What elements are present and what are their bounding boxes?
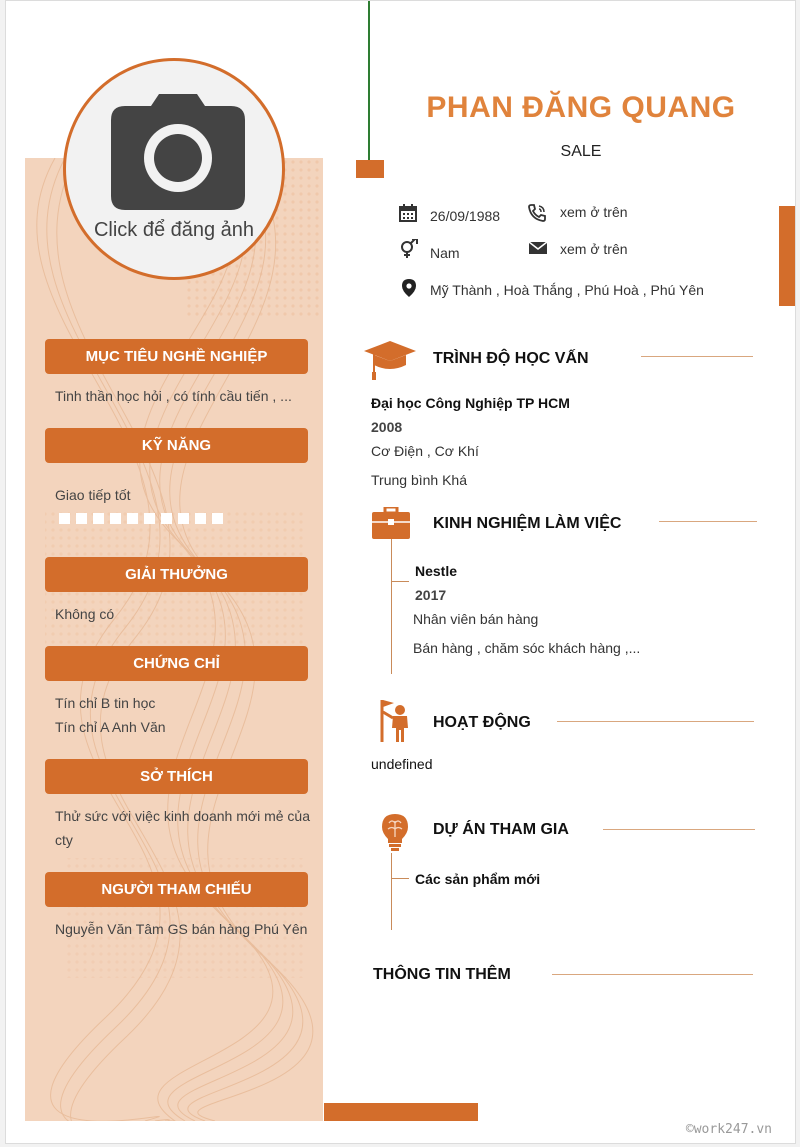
address: Mỹ Thành , Hoà Thắng , Phú Hoà , Phú Yên	[430, 282, 704, 298]
skill-name: Giao tiếp tốt	[55, 487, 131, 503]
projects-timeline-tick	[391, 878, 409, 879]
phone: xem ở trên	[560, 204, 628, 220]
graduation-cap-icon	[362, 339, 418, 381]
gender-icon	[399, 239, 419, 259]
certificate-item: Tín chỉ B tin học	[55, 695, 156, 711]
skills-heading: KỸ NĂNG	[45, 428, 308, 463]
cv-page	[5, 0, 796, 1144]
projects-rule	[603, 829, 755, 830]
projects-heading: DỰ ÁN THAM GIA	[433, 821, 569, 838]
birthday: 26/09/1988	[430, 208, 501, 224]
education-rule	[641, 356, 753, 357]
awards-heading: GIẢI THƯỞNG	[45, 557, 308, 592]
activities-heading: HOẠT ĐỘNG	[433, 714, 531, 731]
top-vertical-line	[368, 1, 370, 161]
location-icon	[399, 278, 419, 298]
experience-description: Bán hàng , chăm sóc khách hàng ,...	[413, 640, 641, 656]
education-grade: Trung bình Khá	[371, 472, 467, 488]
objective-text: Tinh thần học hỏi , có tính cầu tiến , ...	[55, 388, 292, 404]
candidate-role: SALE	[560, 143, 602, 160]
references-heading: NGƯỜI THAM CHIẾU	[45, 872, 308, 907]
hobbies-heading: SỞ THÍCH	[45, 759, 308, 794]
photo-upload[interactable]	[63, 58, 285, 280]
right-accent-bar	[779, 206, 795, 306]
additional-heading: THÔNG TIN THÊM	[373, 966, 511, 983]
hobbies-text-line2: cty	[55, 832, 73, 848]
email: xem ở trên	[560, 241, 628, 257]
objective-heading: MỤC TIÊU NGHỀ NGHIỆP	[45, 339, 308, 374]
phone-icon	[527, 203, 547, 223]
gender: Nam	[430, 245, 460, 261]
certificates-heading: CHỨNG CHỈ	[45, 646, 308, 681]
wave-decoration	[25, 158, 323, 1121]
project-item: Các sản phẩm mới	[415, 871, 541, 887]
lightbulb-brain-icon	[380, 813, 410, 853]
activities-rule	[557, 721, 754, 722]
experience-rule	[659, 521, 757, 522]
watermark: ©work247.vn	[685, 1122, 772, 1137]
awards-text: Không có	[55, 606, 115, 622]
experience-timeline	[391, 539, 392, 674]
camera-icon	[111, 94, 245, 210]
experience-year: 2017	[415, 587, 447, 603]
education-heading: TRÌNH ĐỘ HỌC VẤN	[433, 350, 589, 367]
education-major: Cơ Điện , Cơ Khí	[371, 443, 479, 459]
mail-icon	[528, 238, 548, 258]
skill-level	[59, 513, 223, 524]
projects-timeline	[391, 853, 392, 930]
bottom-accent-bar	[324, 1103, 478, 1121]
experience-heading: KINH NGHIỆM LÀM VIỆC	[433, 515, 622, 532]
hobbies-text-line1: Thử sức với việc kinh doanh mới mẻ của	[55, 808, 310, 824]
photo-caption: Click để đăng ảnh	[93, 219, 255, 241]
candidate-name: PHAN ĐĂNG QUANG	[426, 91, 736, 124]
additional-rule	[552, 974, 753, 975]
certificate-item: Tín chỉ A Anh Văn	[55, 719, 166, 735]
experience-timeline-tick	[391, 581, 409, 582]
person-flag-icon	[376, 698, 412, 742]
experience-company: Nestle	[415, 563, 458, 579]
accent-square	[356, 160, 384, 178]
references-text: Nguyễn Văn Tâm GS bán hàng Phú Yên	[55, 921, 308, 937]
education-school: Đại học Công Nghiệp TP HCM	[371, 395, 570, 411]
experience-position: Nhân viên bán hàng	[413, 611, 539, 627]
education-year: 2008	[371, 419, 403, 435]
briefcase-icon	[372, 507, 410, 539]
calendar-icon	[398, 203, 418, 223]
left-panel	[25, 158, 323, 1121]
activities-text: undefined	[371, 756, 433, 772]
